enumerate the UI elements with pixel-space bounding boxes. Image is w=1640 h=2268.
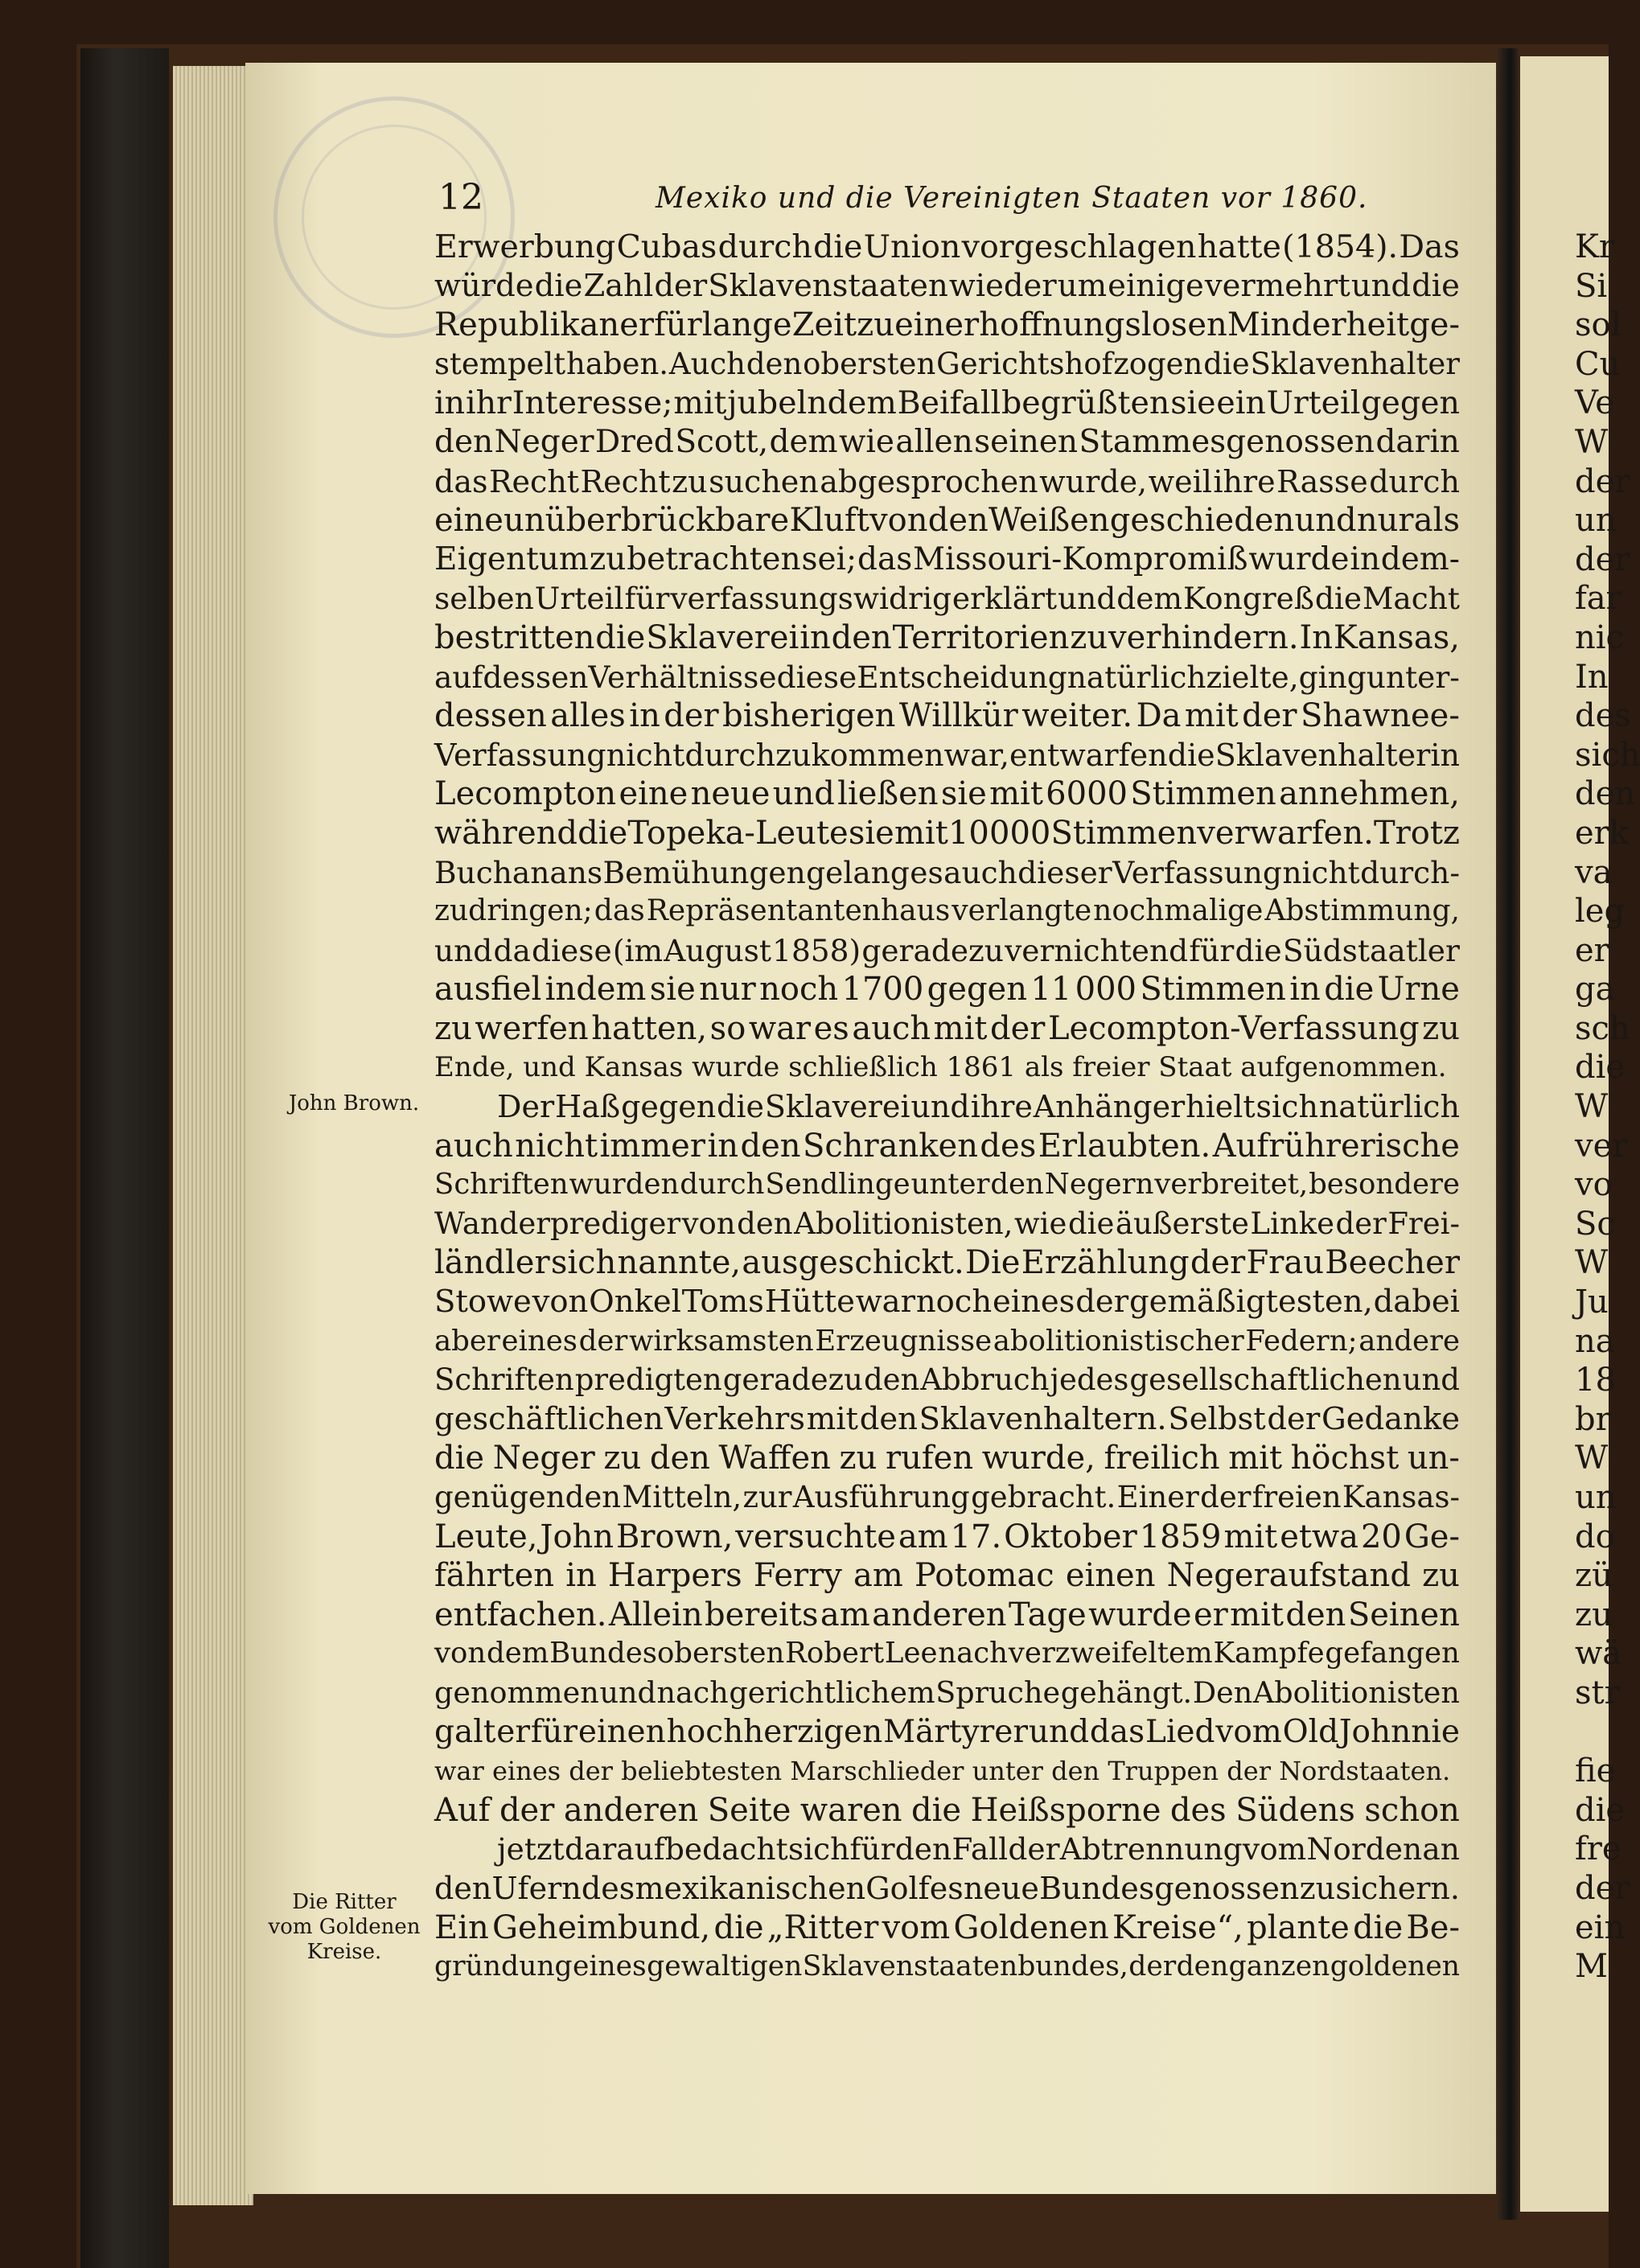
text-line: Eigentum zu betrachten sei; das Missouri-Kompromiß wurde in dem-: [434, 540, 1460, 577]
text-line: stempelt haben. Auch den obersten Gerichtshof zogen die Sklavenhalter: [434, 346, 1460, 381]
text-line: das Recht Recht zu suchen abgesprochen wurde, weil ihre Rasse durch: [434, 463, 1460, 499]
text-line: von dem Bundesobersten Robert Lee nach verzweifeltem Kampfe gefangen: [434, 1637, 1460, 1670]
text-line: Ende, und Kansas wurde schließlich 1861 als freier Staat aufgenommen.: [434, 1051, 1447, 1084]
text-line: während die Topeka-Leute sie mit 10 000 Stimmen verwarfen. Trotz: [434, 814, 1460, 852]
margin-note-line: Kreise.: [306, 1940, 382, 1964]
text-line: Lecompton eine neue und ließen sie mit 6000 Stimmen annehmen,: [434, 775, 1460, 813]
book-spine: [80, 48, 169, 2268]
body-text: [434, 228, 1460, 1987]
text-line: selben Urteil für verfassungswidrig erklärt und dem Kongreß die Macht: [434, 581, 1460, 617]
right-page-fragment: leg: [1575, 893, 1626, 931]
right-page-fragment: Cu: [1575, 345, 1621, 383]
right-page-fragment: In: [1575, 658, 1609, 696]
right-page-fragment: W: [1575, 1244, 1609, 1282]
text-line: Schriften wurden durch Sendlinge unter den Negern verbreitet, besondere: [434, 1168, 1460, 1202]
right-page-fragment: str: [1575, 1674, 1620, 1711]
right-page-fragment: na: [1575, 1322, 1615, 1360]
right-page-fragment: br: [1575, 1400, 1611, 1438]
text-line: Auf der anderen Seite waren die Heißsporne des Südens schon: [434, 1791, 1460, 1829]
right-page-text: [1575, 228, 1640, 1987]
margin-note-line: vom Goldenen: [268, 1915, 421, 1939]
right-page-fragment: ga: [1575, 971, 1615, 1009]
right-page-fragment: fie: [1575, 1752, 1616, 1790]
right-page-fragment: Kr: [1575, 228, 1615, 265]
page-number: 12: [438, 177, 483, 218]
right-page-fragment: un: [1575, 502, 1617, 540]
right-page-fragment: der: [1575, 462, 1630, 500]
text-line: Der Haß gegen die Sklaverei und ihre Anhänger hielt sich natürlich: [497, 1089, 1460, 1125]
right-page-fragment: nic: [1575, 618, 1624, 656]
right-page-fragment: die: [1575, 1791, 1626, 1829]
book-gutter: [1496, 48, 1520, 2220]
text-line: eine unüberbrückbare Kluft von den Weißen geschieden und nur als: [434, 502, 1460, 540]
text-line: Leute, John Brown, versuchte am 17. Oktober 1859 mit etwa 20 Ge-: [434, 1518, 1460, 1555]
right-page-fragment: ein: [1575, 1908, 1626, 1946]
right-page-fragment: W: [1575, 1088, 1609, 1126]
text-line: den Neger Dred Scott, dem wie allen seinen Stammesgenossen darin: [434, 423, 1460, 460]
right-page-fragment: des: [1575, 697, 1631, 735]
right-page-fragment: die: [1575, 1049, 1626, 1087]
text-line: auf dessen Verhältnisse diese Entscheidung natürlich zielte, ging unter-: [434, 659, 1460, 695]
right-page-fragment: far: [1575, 580, 1622, 618]
right-page-fragment: do: [1575, 1518, 1615, 1555]
text-line: jetzt darauf bedacht sich für den Fall der Abtrennung vom Norden an: [497, 1831, 1460, 1867]
text-line: die Neger zu den Waffen zu rufen wurde, freilich mit höchst un-: [434, 1440, 1460, 1477]
text-line: galt er für einen hochherzigen Märtyrer und das Lied vom Old Johnnie: [434, 1713, 1460, 1750]
right-page-fragment: Ve: [1575, 384, 1614, 422]
right-page-fragment: der: [1575, 1869, 1630, 1907]
margin-note-line: Die Ritter: [292, 1890, 397, 1914]
text-line: dessen alles in der bisherigen Willkür weiter. Da mit der Shawnee-: [434, 697, 1460, 735]
text-line: würde die Zahl der Sklavenstaaten wieder um einige vermehrt und die: [434, 267, 1460, 304]
right-page-fragment: va: [1575, 853, 1613, 891]
right-page-fragment: vo: [1575, 1166, 1613, 1204]
text-line: genügenden Mitteln, zur Ausführung gebracht. Einer der freien Kansas-: [434, 1480, 1460, 1514]
text-line: in ihr Interesse; mit jubelndem Beifall begrüßten sie ein Urteil gegen: [434, 384, 1460, 422]
page-edges: [173, 66, 253, 2205]
text-line: Schriften predigten geradezu den Abbruch jedes gesellschaftlichen und: [434, 1362, 1460, 1398]
right-page-fragment: zu: [1575, 1596, 1613, 1633]
text-line: auch nicht immer in den Schranken des Erlaubten. Aufrührerische: [434, 1127, 1460, 1165]
right-page-fragment: sch: [1575, 1009, 1630, 1047]
right-page-fragment: [1575, 1713, 1640, 1752]
margin-note-john-brown: John Brown.: [288, 1091, 420, 1116]
right-page-fragment: der: [1575, 540, 1630, 578]
text-line: Verfassung nicht durchzukommen war, entwarfen die Sklavenhalter in: [434, 737, 1460, 773]
text-line: und da diese (im August 1858) geradezu vernichtend für die Südstaatler: [434, 932, 1460, 968]
text-line: entfachen. Allein bereits am anderen Tage wurde er mit den Seinen: [434, 1596, 1460, 1633]
right-page-fragment: zü: [1575, 1557, 1613, 1595]
text-line: Ein Geheimbund, die „Ritter vom Goldenen Kreise“, plante die Be-: [434, 1908, 1460, 1946]
page-header: [438, 177, 1444, 225]
text-line: Republikaner für lange Zeit zu einer hoffnungslosen Minderheit ge-: [434, 306, 1460, 344]
text-line: ausfiel indem sie nur noch 1700 gegen 11 000 Stimmen in die Urne: [434, 971, 1460, 1009]
text-line: bestritten die Sklaverei in den Territorien zu verhindern. In Kansas,: [434, 618, 1460, 656]
right-page-fragment: den: [1575, 775, 1636, 813]
running-title: Mexiko und die Vereinigten Staaten vor 1860.: [656, 182, 1368, 215]
right-page-fragment: wä: [1575, 1635, 1622, 1673]
text-line: geschäftlichen Verkehrs mit den Sklavenhaltern. Selbst der Gedanke: [434, 1400, 1460, 1437]
right-page-fragment: fre: [1575, 1830, 1622, 1868]
margin-note-ritter: [264, 1890, 425, 1965]
right-page-fragment: Ju: [1575, 1284, 1609, 1321]
right-page-fragment: erk: [1575, 814, 1630, 852]
right-page-fragment: un: [1575, 1479, 1617, 1516]
text-line: Erwerbung Cubas durch die Union vorgeschlagen hatte (1854). Das: [434, 228, 1460, 265]
text-line: Stowe von Onkel Toms Hütte war noch eines der gemäßigtesten, dabei: [434, 1284, 1460, 1321]
right-page-fragment: ver: [1575, 1127, 1628, 1165]
right-page-fragment: Sc: [1575, 1205, 1615, 1243]
right-page-fragment: sol: [1575, 306, 1622, 344]
right-page-fragment: Si: [1575, 267, 1608, 305]
text-line: zudringen; das Repräsentantenhaus verlangte nochmalige Abstimmung,: [434, 894, 1460, 928]
text-line: war eines der beliebtesten Marschlieder unter den Truppen der Nordstaaten.: [434, 1756, 1451, 1787]
right-page-fragment: W: [1575, 423, 1609, 461]
right-page-fragment: er: [1575, 931, 1609, 969]
text-line: ländler sich nannte, ausgeschickt. Die Erzählung der Frau Beecher: [434, 1244, 1460, 1282]
text-line: genommen und nach gerichtlichem Spruche gehängt. Den Abolitionisten: [434, 1674, 1460, 1710]
text-line: aber eines der wirksamsten Erzeugnisse abolitionistischer Federn; andere: [434, 1324, 1460, 1358]
text-line: Buchanans Bemühungen gelang es auch dieser Verfassung nicht durch-: [434, 854, 1460, 890]
right-page-fragment: 18: [1575, 1362, 1616, 1399]
right-page-fragment: W: [1575, 1440, 1609, 1477]
right-page-fragment: M: [1575, 1948, 1608, 1986]
text-line: gründung eines gewaltigen Sklavenstaatenbundes, der den ganzen goldenen: [434, 1950, 1460, 1983]
text-line: fährten in Harpers Ferry am Potomac einen Negeraufstand zu: [434, 1557, 1460, 1595]
text-line: den Ufern des mexikanischen Golfes neue Bundesgenossen zu sichern.: [434, 1870, 1460, 1906]
text-line: zu werfen hatten, so war es auch mit der Lecompton-Verfassung zu: [434, 1009, 1460, 1047]
right-page-fragment: sich: [1575, 736, 1640, 774]
text-line: Wanderprediger von den Abolitionisten, wie die äußerste Linke der Frei-: [434, 1206, 1460, 1241]
